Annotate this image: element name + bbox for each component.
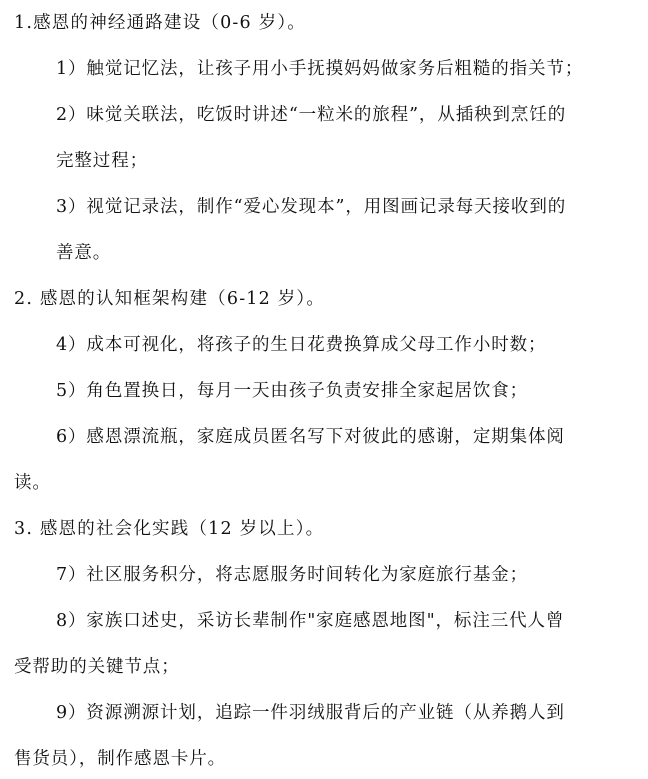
item-2-line-2: 完整过程； (56, 151, 148, 171)
item-8-line-2: 受帮助的关键节点； (14, 657, 180, 677)
section-3-heading: 3. 感恩的社会化实践（12 岁以上）。 (14, 519, 325, 539)
item-3-line-2: 善意。 (56, 243, 112, 263)
item-9-line-2: 售货员），制作感恩卡片。 (14, 749, 227, 769)
item-3-line-1: 3）视觉记录法，制作“爱心发现本”，用图画记录每天接收到的 (56, 197, 567, 217)
section-1-heading: 1.感恩的神经通路建设（0-6 岁）。 (14, 13, 306, 33)
item-6-line-1: 6）感恩漂流瓶，家庭成员匿名写下对彼此的感谢，定期集体阅 (56, 427, 565, 447)
item-2-line-1: 2）味觉关联法，吃饭时讲述“一粒米的旅程”，从插秧到烹饪的 (56, 105, 567, 125)
section-2-heading: 2. 感恩的认知框架构建（6-12 岁）。 (14, 289, 326, 309)
item-7-line-1: 7）社区服务积分，将志愿服务时间转化为家庭旅行基金； (56, 565, 529, 585)
item-8-line-1: 8）家族口述史，采访长辈制作"家庭感恩地图"，标注三代人曾 (56, 611, 565, 631)
item-9-line-1: 9）资源溯源计划，追踪一件羽绒服背后的产业链（从养鹅人到 (56, 703, 565, 723)
item-5-line-1: 5）角色置换日，每月一天由孩子负责安排全家起居饮食； (56, 381, 529, 401)
item-1-line-1: 1）触觉记忆法，让孩子用小手抚摸妈妈做家务后粗糙的指关节； (56, 59, 584, 79)
item-4-line-1: 4）成本可视化，将孩子的生日花费换算成父母工作小时数； (56, 335, 547, 355)
item-6-line-2: 读。 (14, 473, 51, 493)
